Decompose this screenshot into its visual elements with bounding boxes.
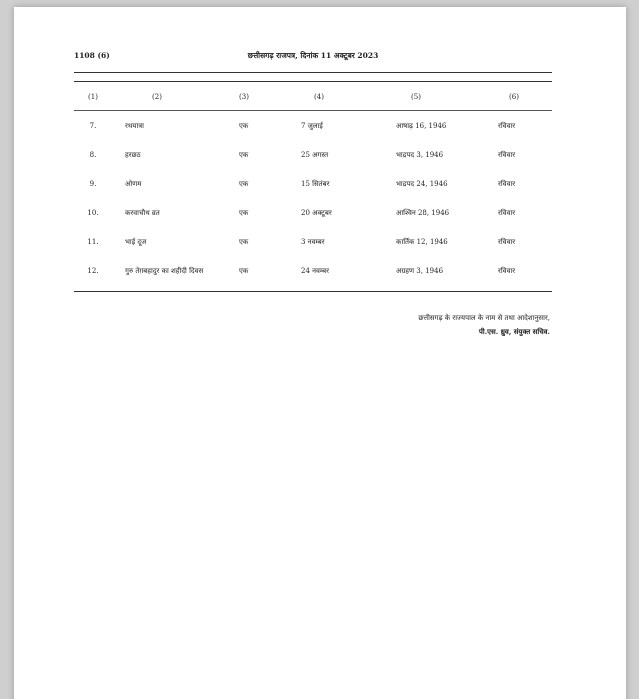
table-top-rule-inner [74, 81, 552, 82]
column-header-1: (1) [88, 93, 98, 101]
weekday-cell: रविवार [498, 122, 516, 130]
weekday-cell: रविवार [498, 180, 516, 188]
date-cell: 15 सितंबर [301, 180, 330, 188]
serial-number-cell: 10. [87, 209, 99, 217]
holiday-name-cell: ओणम [125, 180, 142, 188]
date-cell: 24 नवम्बर [301, 267, 330, 275]
signature-block [418, 311, 550, 339]
saka-date-cell: आषाढ़ 16, 1946 [396, 122, 447, 130]
serial-number-cell: 8. [89, 151, 97, 159]
saka-date-cell: कार्तिक 12, 1946 [396, 238, 448, 246]
table-row [74, 180, 552, 194]
serial-number-cell: 11. [87, 238, 99, 246]
saka-date-cell: भाद्रपद 24, 1946 [396, 180, 448, 188]
weekday-cell: रविवार [498, 238, 516, 246]
date-cell: 25 अगस्त [301, 151, 329, 159]
saka-date-cell: अग्रहण 3, 1946 [396, 267, 444, 275]
date-cell: 7 जुलाई [301, 122, 323, 130]
serial-number-cell: 7. [89, 122, 97, 130]
day-count-cell: एक [239, 209, 249, 217]
day-count-cell: एक [239, 151, 249, 159]
table-row [74, 267, 552, 281]
serial-number-cell: 12. [87, 267, 99, 275]
table-header-row [74, 93, 552, 107]
page-number: 1108 (6) [74, 51, 110, 60]
day-count-cell: एक [239, 180, 249, 188]
weekday-cell: रविवार [498, 209, 516, 217]
holiday-name-cell: रथयात्रा [125, 122, 144, 130]
holiday-name-cell: करवाचौथ व्रत [125, 209, 160, 217]
table-header-rule [74, 110, 552, 111]
table-row [74, 238, 552, 252]
column-header-4: (4) [314, 93, 324, 101]
date-cell: 20 अक्टूबर [301, 209, 332, 217]
holiday-name-cell: भाई दूज [125, 238, 147, 246]
signatory-name: पी.एस. ध्रुव, संयुक्त सचिव. [478, 327, 550, 336]
weekday-cell: रविवार [498, 267, 516, 275]
table-top-rule [74, 72, 552, 73]
holiday-name-cell: हरछठ [125, 151, 141, 159]
column-header-2: (2) [152, 93, 162, 101]
authority-line: छत्तीसगढ़ के राज्यपाल के नाम से तथा आदेशानुसार, [418, 314, 550, 322]
column-header-5: (5) [411, 93, 421, 101]
document-page [14, 7, 626, 699]
date-cell: 3 नवम्बर [301, 238, 325, 246]
gazette-header [74, 51, 552, 65]
day-count-cell: एक [239, 267, 249, 275]
column-header-3: (3) [239, 93, 249, 101]
day-count-cell: एक [239, 238, 249, 246]
gazette-title: छत्तीसगढ़ राजपत्र, दिनांक 11 अक्टूबर 2023 [247, 51, 379, 60]
holiday-name-cell: गुरु तेग़बहादुर का शहीदी दिवस [125, 267, 204, 275]
table-row [74, 209, 552, 223]
serial-number-cell: 9. [89, 180, 97, 188]
table-row [74, 122, 552, 136]
saka-date-cell: भाद्रपद 3, 1946 [396, 151, 444, 159]
column-header-6: (6) [509, 93, 519, 101]
day-count-cell: एक [239, 122, 249, 130]
saka-date-cell: आश्विन 28, 1946 [396, 209, 450, 217]
weekday-cell: रविवार [498, 151, 516, 159]
table-row [74, 151, 552, 165]
table-bottom-rule [74, 291, 552, 292]
